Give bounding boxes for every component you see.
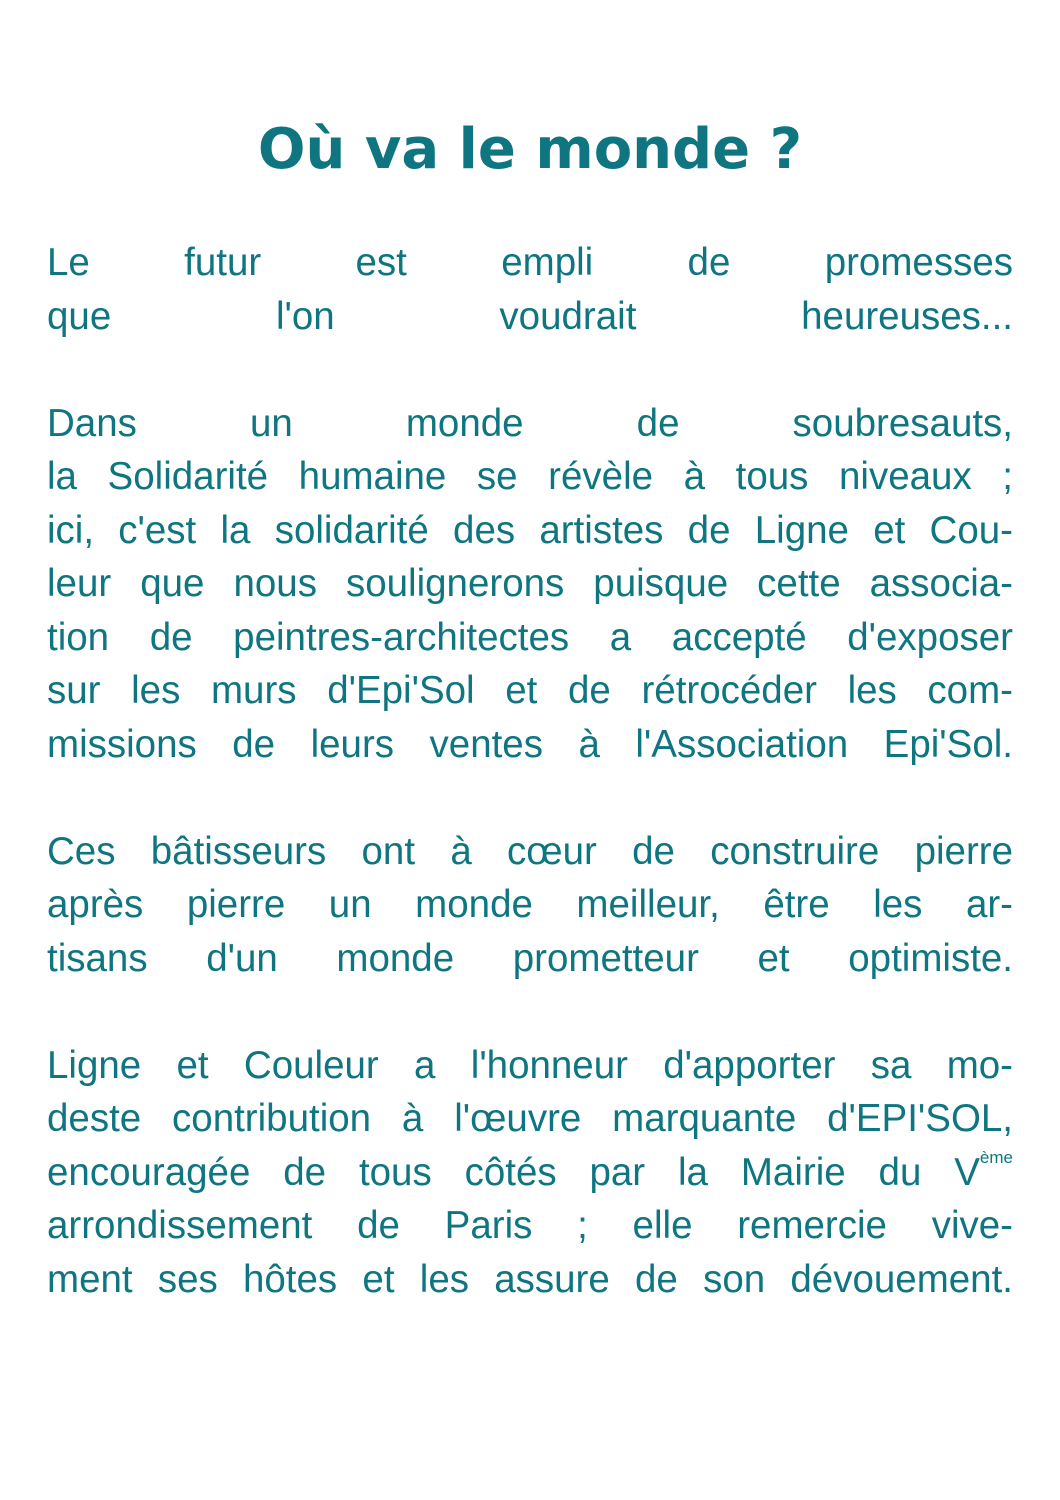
text-line: tisans d'un monde prometteur et optimiste. [47, 936, 1013, 980]
text-line: que l'on voudrait heureuses... [47, 294, 1013, 338]
paragraph-2 [47, 397, 1013, 772]
text-line: tion de peintres-architectes a accepté d'exposer [47, 615, 1013, 659]
text-line: après pierre un monde meilleur, être les ar- [47, 883, 1013, 926]
text-line: missions de leurs ventes à l'Association Epi'Sol. [47, 722, 1013, 766]
text-line: ment ses hôtes et les assure de son dévouement. [47, 1257, 1013, 1301]
page-title: Où va le monde ? [257, 117, 803, 182]
text-line: Le futur est empli de promesses [47, 241, 1013, 284]
paragraph-1 [47, 236, 1013, 343]
line-text: encouragée de tous côtés par la Mairie du V [47, 1150, 980, 1194]
text-line: Ces bâtisseurs ont à cœur de construire pierre [47, 829, 1013, 873]
text-line: deste contribution à l'œuvre marquante d'EPI'SOL, [47, 1097, 1013, 1140]
text-line: ici, c'est la solidarité des artistes de Ligne et Cou- [47, 508, 1013, 552]
text-line: Ligne et Couleur a l'honneur d'apporter sa mo- [47, 1043, 1013, 1087]
body-text [47, 236, 1013, 1360]
paragraph-3 [47, 825, 1013, 986]
text-line-with-superscript [47, 1146, 1013, 1200]
text-line: la Solidarité humaine se révèle à tous niveaux ; [47, 455, 1013, 498]
text-line: leur que nous soulignerons puisque cette associa- [47, 562, 1013, 605]
superscript-ordinal: ème [979, 1147, 1013, 1167]
paragraph-4 [47, 1039, 1013, 1307]
text-line: sur les murs d'Epi'Sol et de rétrocéder les com- [47, 669, 1013, 712]
text-line: arrondissement de Paris ; elle remercie vive- [47, 1204, 1013, 1247]
text-line: Dans un monde de soubresauts, [47, 401, 1013, 445]
